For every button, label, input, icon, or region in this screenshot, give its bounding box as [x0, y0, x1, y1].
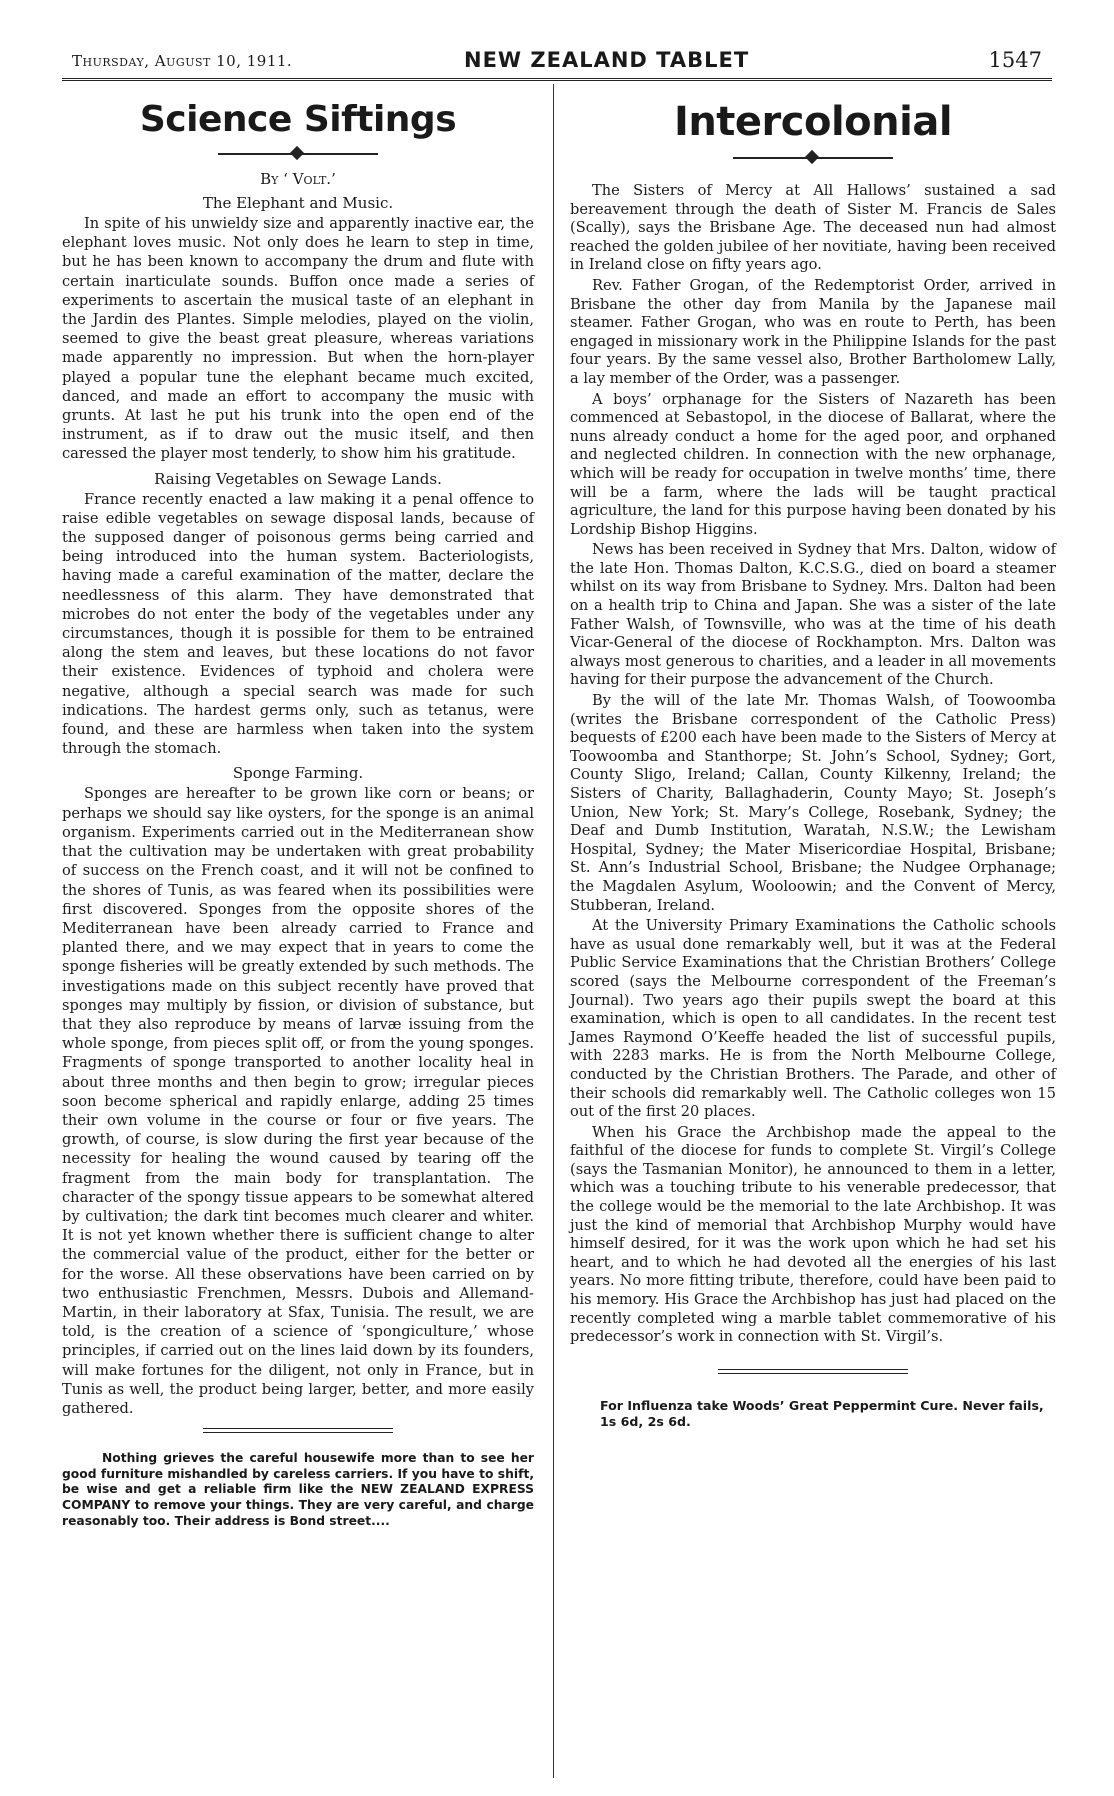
newspaper-title: NEW ZEALAND TABLET [464, 48, 750, 72]
news-sisters-mercy: The Sisters of Mercy at All Hallows’ sustained a sad bereavement through the death of Sister M. Francis de Sales (Scally), says the Brisbane Age. The deceased nun had almost reached the golden jubilee of her novitiate, having been received in Ireland close on fifty years ago. [570, 182, 1056, 274]
advert-peppermint-cure: For Influenza take Woods’ Great Peppermint Cure. Never fails, 1s 6d, 2s 6d. [600, 1397, 1044, 1429]
news-st-virgils: When his Grace the Archbishop made the appeal to the faithful of the diocese for funds to complete St. Virgil’s College (says the Tasmanian Monitor), he announced to them in a letter, which was a touching tribute to his venerable predecessor, that the college would be the memorial to the late Archbishop. It was just the kind of memorial that Archbishop Murphy would have himself desired, for it was the work upon which he had set his heart, and to which he had devoted all the energies of his last years. No more fitting tribute, therefore, could have been paid to his memory. His Grace the Archbishop has just had placed on the recently completed wing a marble tablet commemorative of his predecessor’s work in connection with St. Virgil’s. [570, 1123, 1056, 1346]
title-ornament [218, 146, 378, 162]
article-elephant: In spite of his unwieldy size and apparently inactive ear, the elephant loves music. Not only does he learn to step in time, but he has been known to accompany the drum and flute with certain inarticulate sounds. Buffon once made a series of experiments to ascertain the musical taste of an elephant in the Jardin des Plantes. Simple melodies, played on the violin, seemed to give the beast great pleasure, whereas variations made apparently no impression. But when the horn-player played a popular tune the elephant became much excited, danced, and made an effort to accompany the music with grunts. At last he put his trunk into the open end of the instrument, as if to draw out the music itself, and then caressed the player most tenderly, to show him his gratitude. [62, 215, 534, 463]
left-column [62, 92, 534, 1529]
news-father-grogan: Rev. Father Grogan, of the Redemptorist Order, arrived in Brisbane the other day from Manila by the Japanese mail steamer. Father Grogan, who was en route to Perth, has been engaged in missionary work in the Philippine Islands for the past four years. By the same vessel also, Brother Bartholomew Lally, a lay member of the Order, was a passenger. [570, 276, 1056, 387]
subhead-elephant: The Elephant and Music. [202, 194, 394, 212]
separator-rule [718, 1369, 908, 1374]
news-examinations: At the University Primary Examinations the Catholic schools have as usual done remarkably well, but it was at the Federal Public Service Examinations that the Christian Brothers’ College scored (says the Melbourne correspondent of the Freeman’s Journal). Two years ago their pupils swept the board at this examination, which is open to all candidates. In the recent test James Raymond O’Keeffe headed the list of successful pupils, with 2283 marks. He is from the North Melbourne College, conducted by the Christian Brothers. The Parade, and other of their schools did remarkably well. The Catholic colleges won 15 out of the first 20 places. [570, 917, 1056, 1121]
article-sponge: Sponges are hereafter to be grown like corn or beans; or perhaps we should say like oysters, for the sponge is an animal organism. Experiments carried out in the Mediterranean show that the cultivation may be undertaken with great probability of success on the French coast, and it will not be confined to the shores of Tunis, as was feared when its possibilities were first discovered. Sponges from the opposite shores of the Mediterranean have been already carried to France and planted there, and we may expect that in years to come the sponge fisheries will be greatly extended by such methods. The investigations made on this subject recently have proved that sponges may multiply by fission, or division of substance, but that they also reproduce by means of larvæ issuing from the whole sponge, from pieces split off, or from the young sponges. Fragments of sponge transported to another locality heal in about three months and then begin to grow; irregular pieces soon become spherical and rapidly enlarge, adding 25 times their own volume in the course or four or five years. The growth, of course, is slow during the first year because of the necessity for healing the wound caused by tearing off the fragment from the main body for transplantation. The character of the spongy tissue appears to be somewhat altered by cultivation; the dark tint becomes much clearer and whiter. It is not yet known whether there is sufficient change to alter the commercial value of the product, either for the better or for the worse. All these observations have been carried on by two enthusiastic Frenchmen, Messrs. Dubois and Allemand-Martin, in their laboratory at Sfax, Tunisia. The result, we are told, is the creation of a science of ‘spongiculture,’ whose principles, if carried out on the lines laid down by its founders, will make fortunes for the diligent, not only in France, but in Tunis as well, the product being larger, better, and more easily gathered. [62, 785, 534, 1417]
news-mrs-dalton: News has been received in Sydney that Mrs. Dalton, widow of the late Hon. Thomas Dalton, K.C.S.G., died on board a steamer whilst on its way from Brisbane to Sydney. Mrs. Dalton had been on a health trip to China and Japan. She was a sister of the late Father Walsh, of Townsville, who was at the time of his death Vicar-General of the diocese of Rockhampton. Mrs. Dalton was always most generous to charities, and a leader in all movements having for their purpose the advancement of the Church. [570, 541, 1056, 689]
issue-date: Thursday, August 10, 1911. [72, 52, 293, 70]
subhead-sponge: Sponge Farming. [232, 764, 364, 783]
article-vegetables: France recently enacted a law making it a penal offence to raise edible vegetables on sewage disposal lands, because of the supposed danger of poisonous germs being carried and being introduced into the human system. Bacteriologists, having made a careful examination of the matter, declare the needlessness of this alarm. They have demonstrated that microbes do not enter the body of the vegetables under any circumstances, though it is possible for them to be entrained along the stem and leaves, but these locations do not favor their existence. Evidences of typhoid and cholera were negative, although a special search was made for such indications. The hardest germs only, such as tetanus, were found, and these are harmless when taken into the system through the stomach. [62, 490, 534, 758]
news-walsh-will: By the will of the late Mr. Thomas Walsh, of Toowoomba (writes the Brisbane correspondent of the Catholic Press) bequests of £200 each have been made to the Sisters of Mercy at Toowoomba and Stanthorpe; St. John’s School, Sydney; Gort, County Sligo, Ireland; Callan, County Kilkenny, Ireland; the Sisters of Charity, Ballaghaderin, County Mayo; St. Joseph’s Union, New York; St. Mary’s College, Rosebank, Sydney; the Deaf and Dumb Institution, Waratah, N.S.W.; the Lewisham Hospital, Sydney; the Mater Misericordiae Hospital, Brisbane; St. Ann’s Industrial School, Brisbane; the Nudgee Orphanage; the Magdalen Asylum, Wooloowin; and the Convent of Mercy, Stubberan, Ireland. [570, 692, 1056, 914]
masthead [62, 44, 1052, 81]
page-number: 1547 [988, 48, 1042, 72]
advert-express-company: Nothing grieves the careful housewife more than to see her good furniture mishandled by careless carriers. If you have to shift, be wise and get a reliable firm like the NEW ZEALAND EXPRESS COMPANY to remove your things. They are very careful, and charge reasonably too. Their address is Bond street.... [62, 1451, 534, 1528]
column-divider [553, 84, 554, 1778]
separator-rule [203, 1428, 393, 1433]
news-orphanage: A boys’ orphanage for the Sisters of Nazareth has been commenced at Sebastopol, in the diocese of Ballarat, where the nuns already conduct a home for the aged poor, and orphaned and neglected children. In connection with the new orphanage, which will be ready for occupation in twelve months’ time, there will be a farm, where the lads will be taught practical agriculture, the land for this purpose having been donated by his Lordship Bishop Higgins. [570, 390, 1056, 538]
section-title-science: Science Siftings [139, 99, 457, 140]
subhead-vegetables: Raising Vegetables on Sewage Lands. [154, 469, 442, 488]
title-ornament [733, 150, 893, 166]
byline: By ‘ Volt.’ [260, 170, 336, 188]
right-column [570, 92, 1056, 1430]
section-title-intercolonial: Intercolonial [673, 99, 953, 145]
